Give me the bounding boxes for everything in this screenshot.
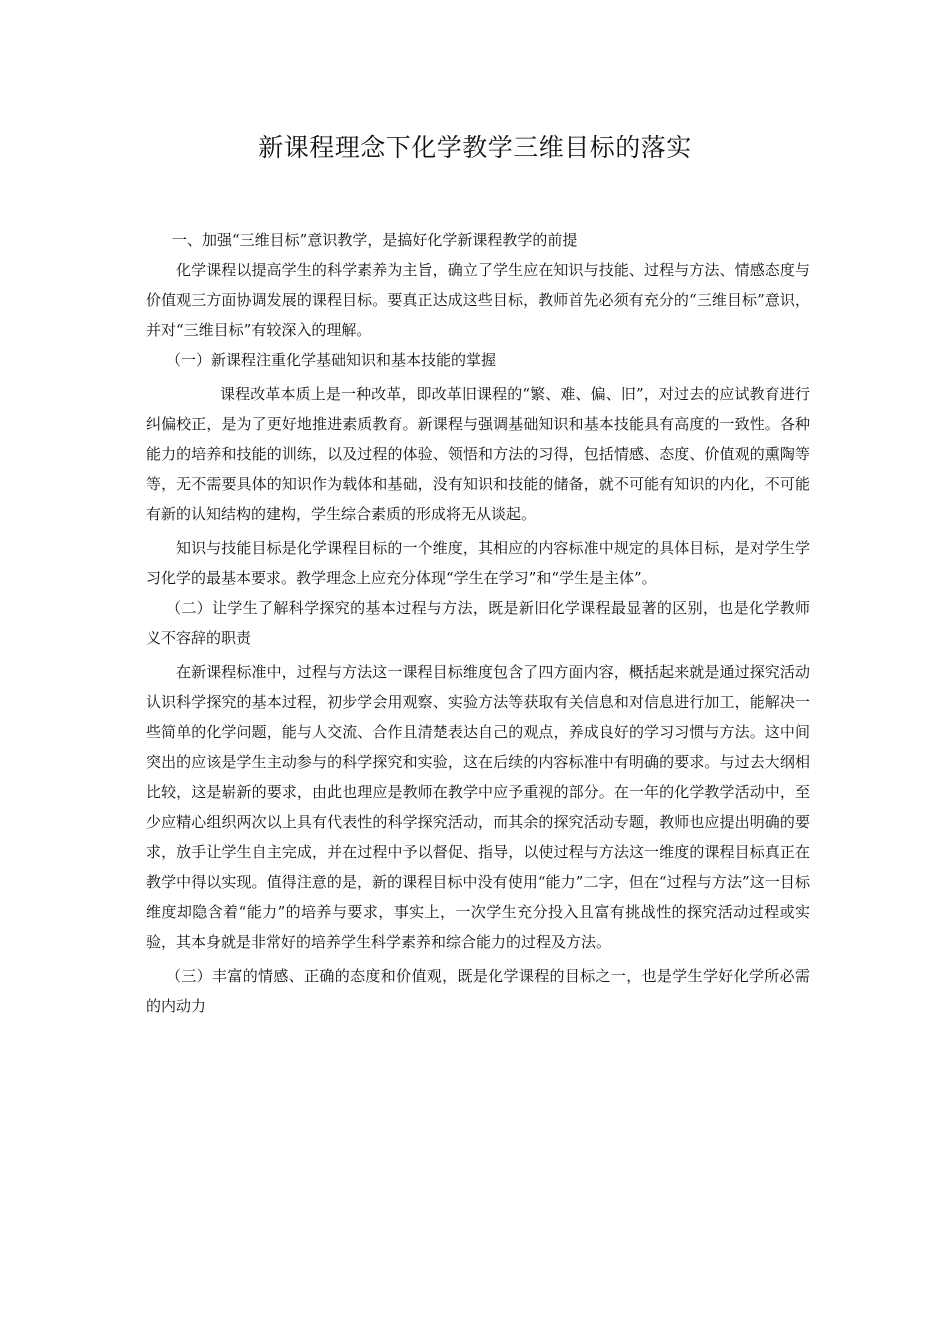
document-title: 新课程理念下化学教学三维目标的落实	[258, 133, 692, 162]
subheading-1: （一）新课程注重化学基础知识和基本技能的掌握	[166, 351, 497, 369]
section-heading-1: 一、加强“三维目标”意识教学，是搞好化学新课程教学的前提	[172, 231, 578, 249]
paragraph-process-method: 在新课程标准中，过程与方法这一课程目标维度包含了四方面内容，概括起来就是通过探究活动认识科学探究的基本过程，初步学会用观察、实验方法等获取有关信息和对信息进行加工，能解决一些简单的化学问题，能与人交流、合作且清楚表达自己的观点，养成良好的学习习惯与方法。这中间突出的应该是学生主动参与的科学探究和实验，这在后续的内容标准中有明确的要求。与过去大纲相比较，这是崭新的要求，由此也理应是教师在教学中应予重视的部分。在一年的化学教学活动中，至少应精心组织两次以上具有代表性的科学探究活动，而其余的探究活动专题，教师也应提出明确的要求，放手让学生自主完成，并在过程中予以督促、指导，以使过程与方法这一维度的课程目标真正在教学中得以实现。值得注意的是，新的课程目标中没有使用“能力”二字，但在“过程与方法”这一目标维度却隐含着“能力”的培养与要求，事实上，一次学生充分投入且富有挑战性的探究活动过程或实验，其本身就是非常好的培养学生科学素养和综合能力的过程及方法。	[146, 663, 810, 951]
subheading-3: （三）丰富的情感、正确的态度和价值观，既是化学课程的目标之一，也是学生学好化学所必需的内动力	[146, 967, 810, 1015]
paragraph-reform: 课程改革本质上是一种改革，即改革旧课程的“繁、难、偏、旧”，对过去的应试教育进行纠偏校正，是为了更好地推进素质教育。新课程与强调基础知识和基本技能具有高度的一致性。各种能力的培养和技能的训练，以及过程的体验、领悟和方法的习得，包括情感、态度、价值观的熏陶等等，无不需要具体的知识作为载体和基础，没有知识和技能的储备，就不可能有知识的内化，不可能有新的认知结构的建构，学生综合素质的形成将无从谈起。	[146, 385, 810, 523]
paragraph-knowledge-goal: 知识与技能目标是化学课程目标的一个维度，其相应的内容标准中规定的具体目标，是对学生学习化学的最基本要求。教学理念上应充分体现“学生在学习”和“学生是主体”。	[146, 539, 810, 587]
document-body	[146, 225, 810, 1021]
subheading-2: （二）让学生了解科学探究的基本过程与方法，既是新旧化学课程最显著的区别，也是化学教师义不容辞的职责	[146, 599, 810, 647]
paragraph-intro: 化学课程以提高学生的科学素养为主旨，确立了学生应在知识与技能、过程与方法、情感态度与价值观三方面协调发展的课程目标。要真正达成这些目标，教师首先必须有充分的“三维目标”意识，并对“三维目标”有较深入的理解。	[146, 261, 810, 339]
